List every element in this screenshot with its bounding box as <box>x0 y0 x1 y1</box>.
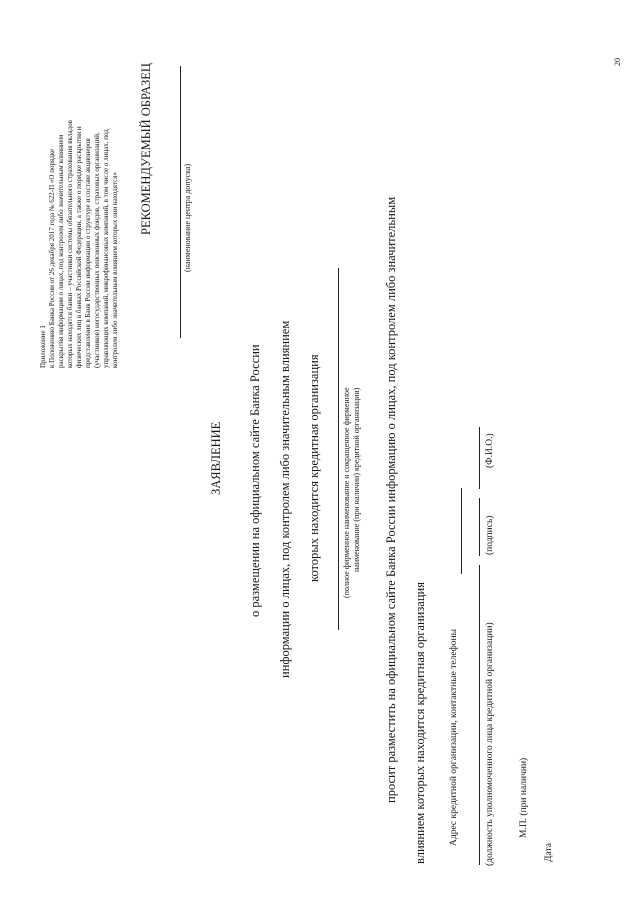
position-line <box>479 565 480 865</box>
recommended-sample-label: РЕКОМЕНДУЕМЫЙ ОБРАЗЕЦ <box>139 63 153 235</box>
address-label: Адрес кредитной организации, контактные телефоны <box>449 628 459 846</box>
appendix-line-6: представления в Банк России информации о структуре и составе акционеров <box>84 138 92 368</box>
document-title: ЗАЯВЛЕНИЕ <box>209 421 223 495</box>
appendix-line-1: Приложение 1 <box>39 325 47 368</box>
request-text-line-1: просит разместить на официальном сайте Банка России информацию о лицах, под контролем либо значительным <box>384 196 398 803</box>
appendix-line-9: контролем либо значительным влиянием которых они находятся» <box>111 172 119 368</box>
fio-line <box>479 427 480 489</box>
stamp-label: М.П. (при наличии) <box>519 757 529 838</box>
appendix-line-2: к Положению Банка России от 26 декабря 2017 года № 622-П «О порядке <box>48 148 56 368</box>
date-label: Дата <box>544 843 554 862</box>
position-caption: (должность уполномоченного лица кредитной организации) <box>485 622 495 866</box>
admission-center-caption: (наименование центра допуска) <box>183 163 192 272</box>
appendix-line-5: физических лиц в банках Российской Федерации, а также о порядке раскрытия и <box>75 126 83 368</box>
signature-line <box>479 498 480 556</box>
page-number: 20 <box>613 58 622 66</box>
org-name-line <box>338 268 339 630</box>
appendix-line-4: которых находятся банки – участники системы обязательного страхования вкладов <box>66 120 74 368</box>
address-line <box>461 488 462 574</box>
request-text-line-2: влиянием которых находится кредитная организация <box>413 582 427 864</box>
subtitle-line-3: которых находится кредитная организация <box>307 354 321 582</box>
appendix-line-7: (участников) негосударственных пенсионных фондов, страховых организаций, <box>93 132 101 368</box>
appendix-line-8: управляющих компаний, микрофинансовых компаний, в том числе о лицах, под <box>102 129 110 368</box>
org-name-caption-line-2: наименование (при наличии) кредитной организации) <box>352 387 361 572</box>
fio-caption: (Ф.И.О.) <box>485 433 495 468</box>
signature-caption: (подпись) <box>485 515 495 555</box>
admission-center-line <box>180 66 181 338</box>
subtitle-line-2: информации о лицах, под контролем либо значительным влиянием <box>278 320 292 678</box>
subtitle-line-1: о размещении на официальном сайте Банка России <box>248 344 262 617</box>
appendix-line-3: раскрытия информации о лицах, под контролем либо значительным влиянием <box>57 134 65 368</box>
org-name-caption-line-1: (полное фирменное наименование и сокращенное фирменное <box>342 387 351 598</box>
